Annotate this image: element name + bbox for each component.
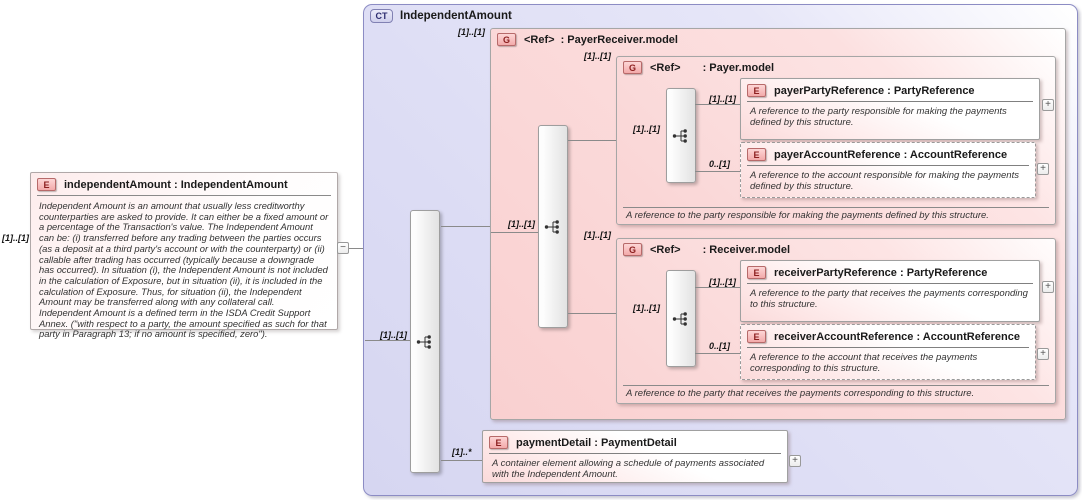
cardinality-payer-account: 0..[1] (709, 159, 731, 169)
group-badge-icon: G (623, 243, 642, 256)
cardinality-root: [1]..[1] (2, 233, 29, 243)
sequence-icon (672, 128, 690, 144)
expand-button[interactable]: + (789, 455, 801, 467)
element-badge-icon: E (747, 148, 766, 161)
expand-button[interactable]: + (1042, 281, 1054, 293)
cardinality-pr-sequence: [1]..[1] (508, 219, 535, 229)
element-badge-icon: E (747, 84, 766, 97)
element-payer-party-reference[interactable] (740, 78, 1040, 140)
element-badge-icon: E (37, 178, 56, 191)
element-badge-icon: E (747, 266, 766, 279)
element-doc: A reference to the party that receives the payments corresponding to this structure. (750, 288, 1028, 311)
sequence-icon (416, 334, 434, 350)
element-payer-account-reference[interactable] (740, 142, 1036, 198)
element-title: receiverPartyReference : PartyReference (774, 266, 988, 279)
group-footer-doc: A reference to the party responsible for making the payments defined by this structure. (626, 210, 989, 221)
group-ref-label: <Ref> (524, 33, 555, 46)
sequence-icon (544, 219, 562, 235)
connector-line (491, 232, 538, 233)
element-independent-amount[interactable] (30, 172, 338, 340)
group-badge-icon: G (497, 33, 516, 46)
group-ref-label: <Ref> (650, 243, 681, 256)
connector-line (349, 248, 364, 249)
element-badge-icon: E (489, 436, 508, 449)
connector-line (695, 287, 740, 288)
complex-type-badge-icon: CT (370, 9, 393, 23)
cardinality-receiver-account: 0..[1] (709, 341, 731, 351)
element-title: payerPartyReference : PartyReference (774, 84, 975, 97)
element-receiver-party-reference[interactable] (740, 260, 1040, 322)
element-title: receiverAccountReference : AccountReference (774, 330, 1020, 343)
group-badge-icon: G (623, 61, 642, 74)
cardinality-receiver-party: [1]..[1] (709, 277, 736, 287)
connector-line (695, 353, 740, 354)
sequence-indicator (538, 125, 568, 328)
sequence-icon (672, 311, 690, 327)
element-doc: A container element allowing a schedule of payments associated with the Independent Amount. (492, 458, 765, 481)
connector-line (441, 460, 482, 461)
element-badge-icon: E (747, 330, 766, 343)
element-doc: Independent Amount is an amount that usually less creditworthy counterparties are asked to provide. It can either be a fixed amount or a percentage of the Transaction's value. The Independent Amount can be: (i) transferred before any trading between the parties occurs (as a deposit at a third party's account or with the counterparty) or (ii) callable after trading has occurred (typically because a downgrade has occurred). In situation (i), the Independent Amount is not included in the calculation of Exposure, but in situation (ii), it is included in the calculation of Exposure. Thus, for situation (ii), the Independent Amount may be transferred along with any collateral call. Independent Amount is a defined term in the ISDA Credit Support Annex. ("with respect to a party, the amount specified as such for that party in Paragraph 13; if no amount is specified, zero"). (39, 200, 329, 340)
group-type-label: : Payer.model (702, 61, 775, 74)
element-title: paymentDetail : PaymentDetail (516, 436, 677, 449)
divider (623, 385, 1049, 386)
collapse-button[interactable]: − (337, 242, 349, 254)
cardinality-payer-party: [1]..[1] (709, 94, 736, 104)
connector-line (695, 104, 740, 105)
cardinality-ct-sequence: [1]..[1] (380, 330, 407, 340)
element-payment-detail[interactable] (482, 430, 788, 483)
cardinality-payment-detail: [1]..* (452, 447, 472, 457)
element-doc: A reference to the account responsible for making the payments defined by this structure. (750, 170, 1019, 193)
cardinality-payer-sequence: [1]..[1] (633, 124, 660, 134)
group-type-label: : Receiver.model (702, 243, 791, 256)
sequence-indicator (666, 270, 696, 367)
group-type-label: : PayerReceiver.model (560, 33, 678, 46)
expand-button[interactable]: + (1037, 163, 1049, 175)
divider (623, 207, 1049, 208)
cardinality-payer-receiver: [1]..[1] (458, 27, 485, 37)
element-receiver-account-reference[interactable] (740, 324, 1036, 380)
expand-button[interactable]: + (1042, 99, 1054, 111)
element-doc: A reference to the party responsible for making the payments defined by this structure. (750, 106, 1007, 129)
expand-button[interactable]: + (1037, 348, 1049, 360)
connector-line (441, 226, 490, 227)
cardinality-receiver-sequence: [1]..[1] (633, 303, 660, 313)
cardinality-receiver-group: [1]..[1] (584, 230, 611, 240)
element-title: independentAmount : IndependentAmount (64, 178, 288, 191)
sequence-indicator (410, 210, 440, 473)
connector-line (365, 340, 411, 341)
connector-line (695, 171, 740, 172)
group-ref-label: <Ref> (650, 61, 681, 74)
element-doc: A reference to the account that receives the payments corresponding to this structure. (750, 352, 978, 375)
group-footer-doc: A reference to the party that receives the payments corresponding to this structure. (626, 388, 975, 399)
element-title: payerAccountReference : AccountReference (774, 148, 1008, 161)
sequence-indicator (666, 88, 696, 183)
complex-type-title: IndependentAmount (400, 10, 512, 22)
cardinality-payer-group: [1]..[1] (584, 51, 611, 61)
